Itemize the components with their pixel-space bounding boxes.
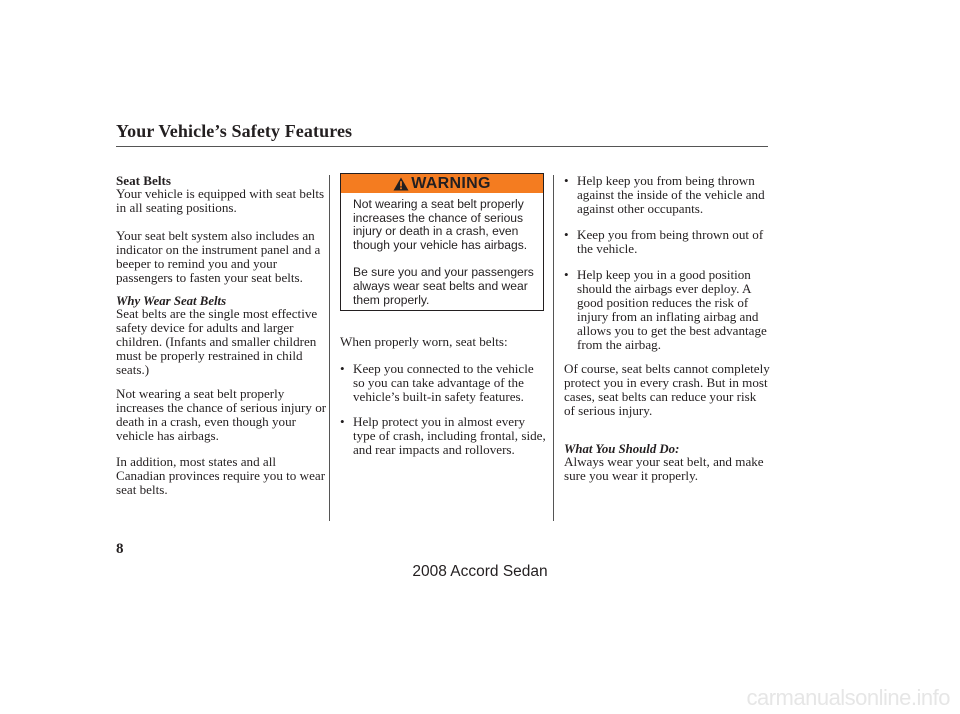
paragraph: Of course, seat belts cannot completely protect you in every crash. But in most cases, seat belts can reduce your risk of serious injury. <box>564 361 770 418</box>
column-divider-2 <box>553 175 554 521</box>
list-item: • Help protect you in almost every type of crash, including frontal, side, and rear impacts and rollovers. <box>340 414 546 457</box>
subheading-what-you-should-do: What You Should Do: <box>564 442 680 456</box>
paragraph: When properly worn, seat belts: <box>340 334 508 349</box>
page-title: Your Vehicle’s Safety Features <box>116 121 353 141</box>
bullet-icon: • <box>564 267 569 282</box>
list-item: • Keep you from being thrown out of the vehicle. <box>564 227 764 256</box>
model-footer: 2008 Accord Sedan <box>412 563 548 580</box>
list-item: • Keep you connected to the vehicle so you can take advantage of the vehicle’s built-in safety features. <box>340 361 534 404</box>
paragraph: Not wearing a seat belt properly increases the chance of serious injury or death in a crash, even though your vehicle has airbags. <box>116 386 327 443</box>
list-item: • Help keep you from being thrown against the inside of the vehicle and against other occupants. <box>564 173 765 216</box>
paragraph: Your vehicle is equipped with seat belts in all seating positions. <box>116 186 325 215</box>
warning-paragraph: Not wearing a seat belt properly increases the chance of serious injury or death in a crash, even though your vehicle has airbags. <box>353 197 528 252</box>
bullet-icon: • <box>564 173 569 188</box>
paragraph: In addition, most states and all Canadian provinces require you to wear seat belts. <box>116 454 326 497</box>
column-divider-1 <box>329 175 330 521</box>
watermark: carmanualsonline.info <box>746 685 950 710</box>
warning-paragraph: Be sure you and your passengers always wear seat belts and wear them properly. <box>353 265 534 307</box>
subheading-why-wear: Why Wear Seat Belts <box>116 294 227 308</box>
page-number: 8 <box>116 541 124 557</box>
warning-box <box>340 173 544 311</box>
bullet-icon: • <box>564 227 569 242</box>
warning-banner <box>341 174 543 193</box>
bullet-icon: • <box>340 414 345 429</box>
section-heading-seat-belts: Seat Belts <box>116 173 171 188</box>
paragraph: Always wear your seat belt, and make sure you wear it properly. <box>564 454 764 483</box>
warning-triangle-icon <box>393 177 409 191</box>
list-item: • Help keep you in a good position should the airbags ever deploy. A good position reduces the risk of injury from an inflating airbag and allows you to get the best advantage from the airbag. <box>564 267 767 352</box>
warning-text <box>341 193 543 307</box>
warning-label: WARNING <box>411 174 491 192</box>
paragraph: Your seat belt system also includes an indicator on the instrument panel and a beeper to remind you and your passengers to fasten your seat belts. <box>116 228 321 285</box>
bullet-icon: • <box>340 361 345 376</box>
paragraph: Seat belts are the single most effective safety device for adults and larger children. (Infants and smaller children must be properly restrained in child seats.) <box>116 306 318 377</box>
header-rule <box>116 146 768 147</box>
